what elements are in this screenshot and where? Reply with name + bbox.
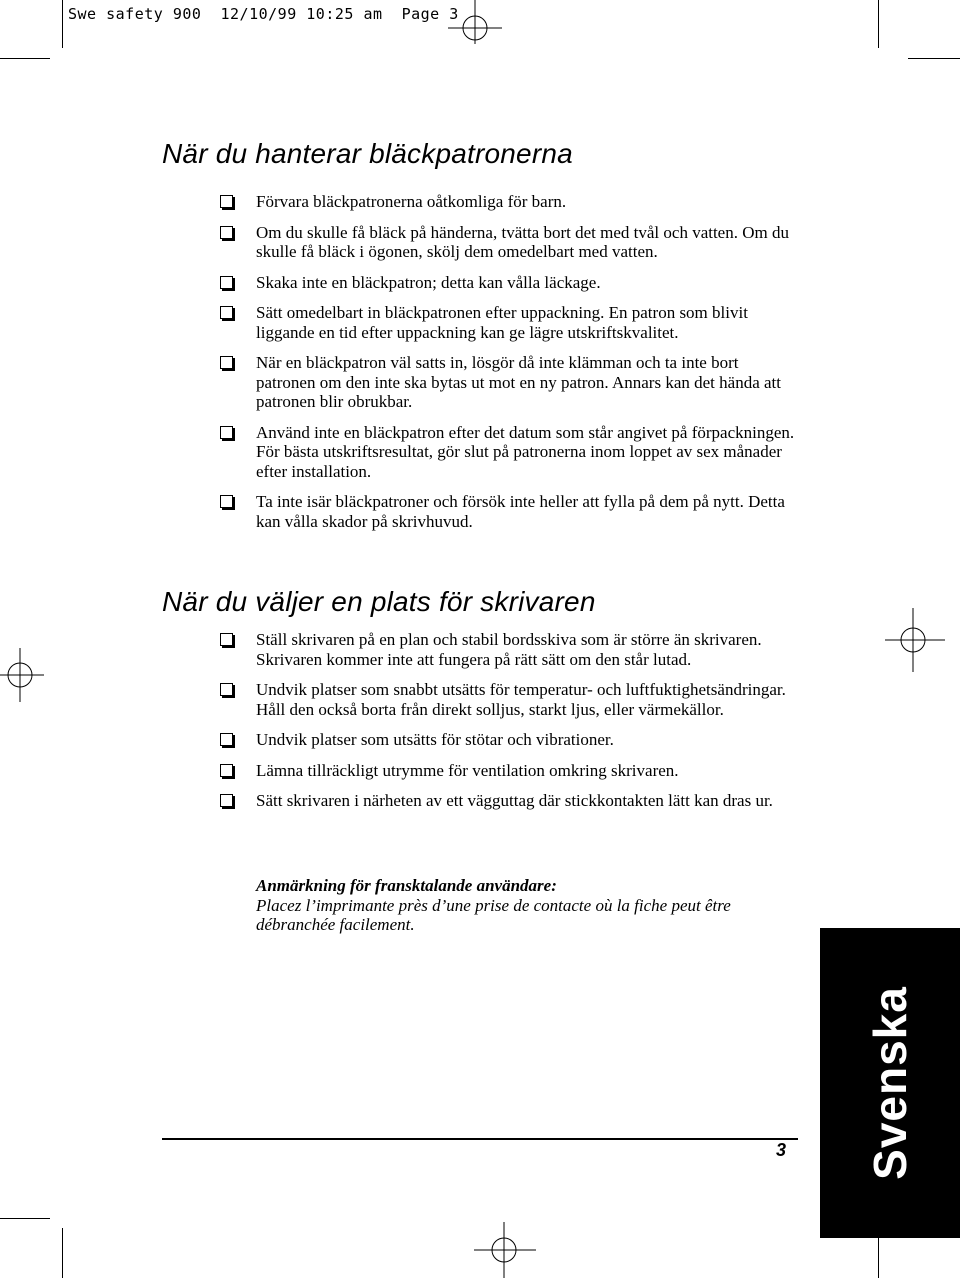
- list-item: Förvara bläckpatronerna oåtkomliga för barn.: [220, 192, 800, 212]
- list-item: Ställ skrivaren på en plan och stabil bordsskiva som är större än skrivaren. Skrivaren kommer inte att fungera på rätt sätt om den står lutad.: [220, 630, 800, 669]
- language-tab: [820, 928, 960, 1238]
- list-item: Använd inte en bläckpatron efter det datum som står angivet på förpackningen. För bästa utskriftsresultat, gör slut på patronerna inom loppet av sex månader efter installation.: [220, 423, 800, 482]
- registration-mark-icon: [448, 0, 502, 44]
- crop-mark: [62, 1228, 63, 1278]
- checkbox-icon: [220, 356, 233, 369]
- language-tab-label: Svenska: [864, 986, 916, 1180]
- checkbox-icon: [220, 495, 233, 508]
- list-item: När en bläckpatron väl satts in, lösgör då inte klämman och ta inte bort patronen om den inte ska bytas ut mot en ny patron. Annars kan det hända att patronen blir obrukbar.: [220, 353, 800, 412]
- list-item: Ta inte isär bläckpatroner och försök inte heller att fylla på dem på nytt. Detta kan vålla skador på skrivhuvud.: [220, 492, 800, 531]
- page-number: 3: [776, 1140, 787, 1160]
- list-item: Sätt skrivaren i närheten av ett vägguttag där stickkontakten lätt kan dras ur.: [220, 791, 800, 811]
- list-item: Undvik platser som utsätts för stötar och vibrationer.: [220, 730, 800, 750]
- checkbox-icon: [220, 306, 233, 319]
- cartridge-handling-list: [220, 192, 800, 531]
- checkbox-icon: [220, 276, 233, 289]
- checkbox-icon: [220, 764, 233, 777]
- list-item: Om du skulle få bläck på händerna, tvätta bort det med tvål och vatten. Om du skulle få bläck i ögonen, skölj dem omedelbart med vatten.: [220, 223, 800, 262]
- section-heading-location: När du väljer en plats för skrivaren: [162, 586, 596, 617]
- note-heading: Anmärkning för fransktalande användare:: [256, 876, 557, 895]
- footer-rule: [162, 1138, 798, 1140]
- note-text: Placez l’imprimante près d’une prise de contacte où la fiche peut être débranchée facilement.: [256, 895, 731, 934]
- list-item: Lämna tillräckligt utrymme för ventilation omkring skrivaren.: [220, 761, 800, 781]
- crop-mark: [878, 0, 879, 48]
- registration-mark-icon: [885, 608, 945, 672]
- print-slug: Swe safety 900 12/10/99 10:25 am Page 3: [68, 5, 459, 23]
- list-item: Skaka inte en bläckpatron; detta kan vålla läckage.: [220, 273, 800, 293]
- crop-mark: [0, 1218, 50, 1219]
- printer-location-list: [220, 630, 800, 811]
- checkbox-icon: [220, 633, 233, 646]
- checkbox-icon: [220, 733, 233, 746]
- checkbox-icon: [220, 426, 233, 439]
- registration-mark-icon: [0, 648, 44, 702]
- checkbox-icon: [220, 195, 233, 208]
- crop-mark: [0, 58, 50, 59]
- crop-mark: [62, 0, 63, 48]
- list-item: Undvik platser som snabbt utsätts för temperatur- och luftfuktighetsändringar. Håll den också borta från direkt solljus, starkt ljus, eller värmekällor.: [220, 680, 800, 719]
- list-item: Sätt omedelbart in bläckpatronen efter uppackning. En patron som blivit liggande en tid efter uppackning kan ge lägre utskriftskvalitet.: [220, 303, 800, 342]
- crop-mark: [908, 58, 960, 59]
- checkbox-icon: [220, 226, 233, 239]
- registration-mark-icon: [474, 1222, 536, 1278]
- checkbox-icon: [220, 794, 233, 807]
- section-heading-cartridges: När du hanterar bläckpatronerna: [162, 138, 573, 169]
- french-note: [256, 876, 796, 935]
- checkbox-icon: [220, 683, 233, 696]
